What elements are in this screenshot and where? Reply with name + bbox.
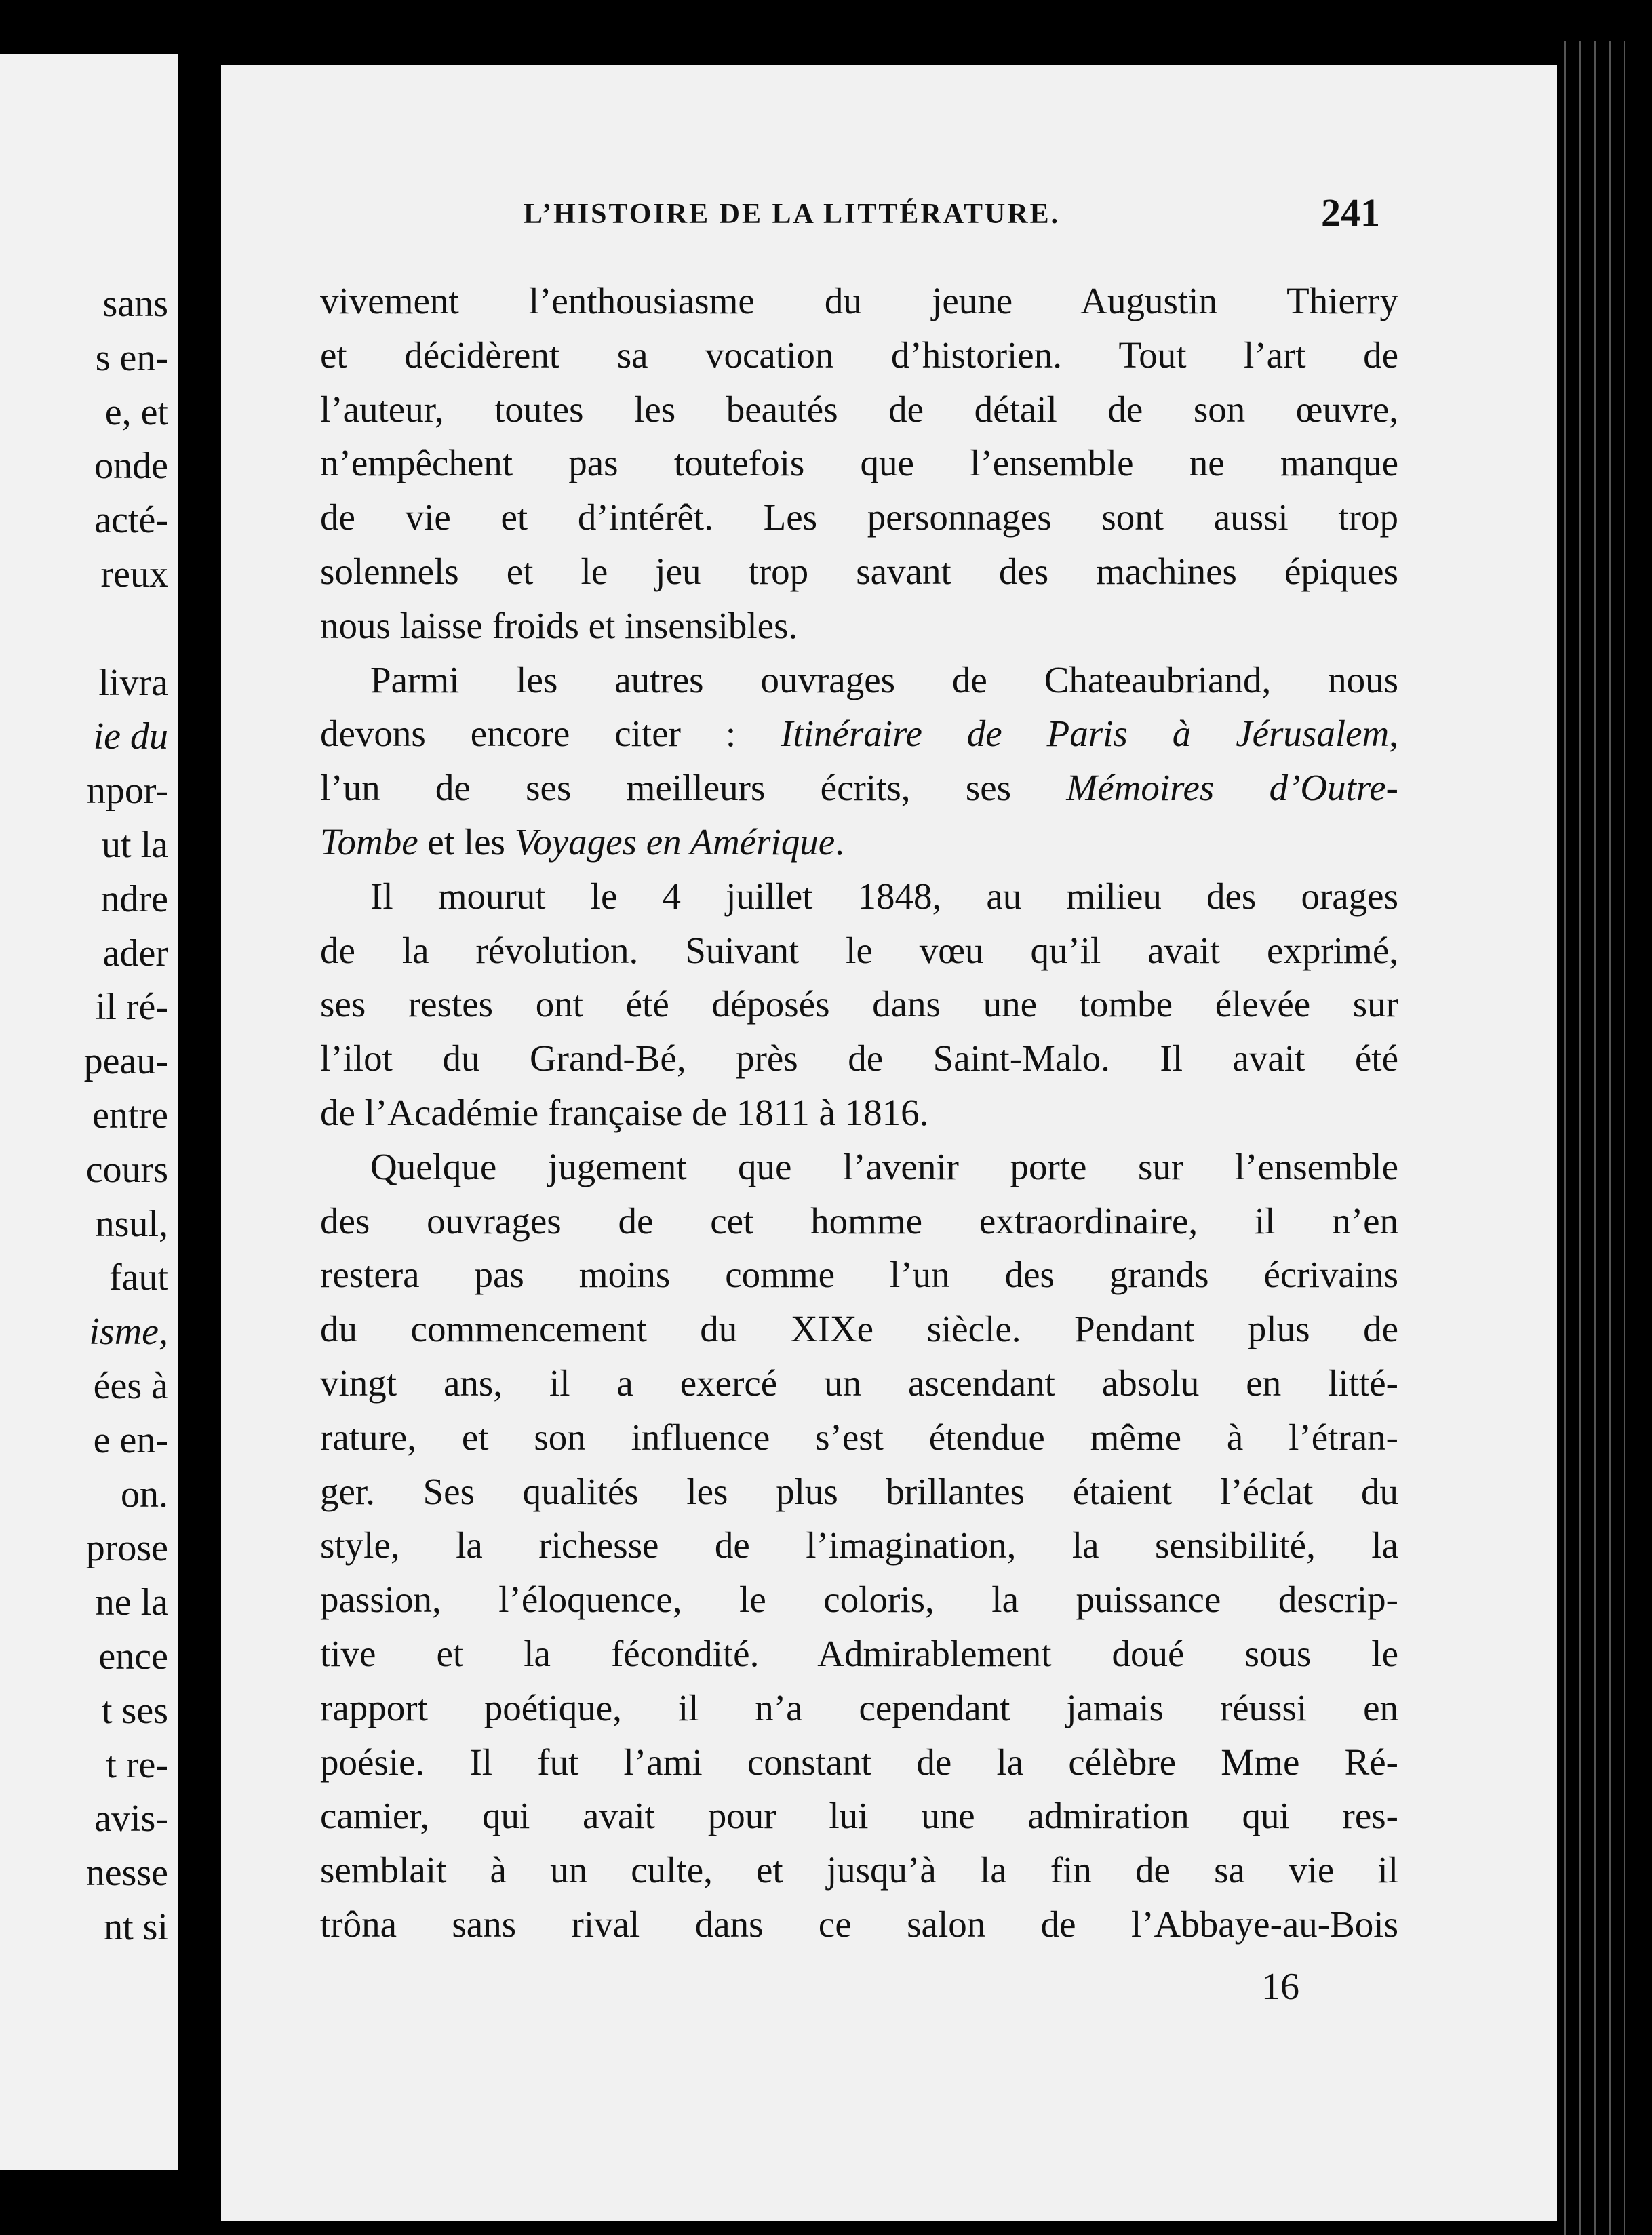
text-line — [320, 599, 1398, 653]
prev-page-line: e en- — [93, 1419, 168, 1461]
text-line — [320, 1573, 1398, 1627]
text-run: du commencement du XIXe siècle. Pendant plus de — [320, 1308, 1398, 1350]
text-run: de vie et d’intérêt. Les personnages sont aussi trop — [320, 496, 1398, 538]
prev-page-line: s en- — [95, 336, 168, 379]
text-line — [320, 1356, 1398, 1410]
text-line — [320, 707, 1398, 761]
text-run: et les — [418, 820, 515, 863]
text-run: l’auteur, toutes les beautés de détail de son œuvre, — [320, 388, 1398, 430]
text-run: tive et la fécondité. Admirablement doué sous le — [320, 1632, 1398, 1674]
text-line — [320, 382, 1398, 437]
text-line — [320, 1140, 1398, 1194]
text-line — [320, 1897, 1398, 1952]
prev-page-line: faut — [109, 1257, 168, 1299]
text-run: rapport poétique, il n’a cependant jamais réussi en — [320, 1686, 1398, 1728]
text-line — [320, 815, 1398, 869]
text-run: Parmi les autres ouvrages de Chateaubriand, nous — [370, 658, 1398, 700]
text-line — [320, 1735, 1398, 1789]
text-run: camier, qui avait pour lui une admiration qui res- — [320, 1795, 1398, 1837]
prev-page-line: il ré- — [95, 986, 168, 1029]
text-line — [320, 1248, 1398, 1302]
prev-page-line: reux — [100, 553, 168, 595]
text-run: vivement l’enthousiasme du jeune Augustin Thierry — [320, 280, 1398, 321]
prev-page-line: e, et — [104, 391, 168, 433]
prev-page-line: nesse — [85, 1852, 168, 1895]
body-text — [320, 274, 1398, 1952]
prev-page-line: livra — [98, 661, 168, 704]
prev-page-line: entre — [92, 1094, 168, 1136]
text-run: trôna sans rival dans ce salon de l’Abbaye-au-Bois — [320, 1903, 1398, 1945]
text-run: rature, et son influence s’est étendue même à l’étran- — [320, 1416, 1398, 1458]
prev-page-line: ence — [98, 1636, 168, 1678]
text-run: passion, l’éloquence, le coloris, la puissance descrip- — [320, 1579, 1398, 1621]
italic-title: Itinéraire de Paris à Jérusalem — [781, 713, 1390, 755]
text-line — [320, 1627, 1398, 1681]
page-number: 241 — [1321, 191, 1380, 235]
prev-page-line: isme, — [89, 1311, 168, 1353]
prev-page-line: peau- — [83, 1040, 168, 1083]
prev-page-line: ader — [102, 932, 168, 974]
text-line — [320, 545, 1398, 599]
signature-mark: 16 — [1261, 1966, 1299, 2008]
prev-page-line: t re- — [106, 1743, 168, 1786]
prev-page-line: ne la — [95, 1581, 168, 1624]
text-run: . — [835, 820, 844, 863]
prev-page-line: prose — [85, 1527, 168, 1570]
text-run: semblait à un culte, et jusqu’à la fin de sa vie il — [320, 1849, 1398, 1891]
prev-page-line: ut la — [102, 824, 168, 866]
text-line — [320, 653, 1398, 707]
text-run: ger. Ses qualités les plus brillantes étaient l’éclat du — [320, 1470, 1398, 1512]
text-run: solennels et le jeu trop savant des machines épiques — [320, 550, 1398, 592]
text-run: de l’Académie française de 1811 à 1816. — [320, 1091, 929, 1133]
prev-page-line: acté- — [94, 499, 168, 542]
text-run: Il mourut le 4 juillet 1848, au milieu des orages — [370, 875, 1398, 917]
text-line — [320, 436, 1398, 490]
text-line — [320, 328, 1398, 382]
prev-page-line: nt si — [104, 1906, 168, 1948]
text-run: Quelque jugement que l’avenir porte sur l’ensemble — [370, 1145, 1398, 1187]
text-run: des ouvrages de cet homme extraordinaire, il n’en — [320, 1200, 1398, 1242]
text-run: vingt ans, il a exercé un ascendant absolu en litté- — [320, 1362, 1398, 1404]
text-line — [320, 274, 1398, 328]
text-line — [320, 1086, 1398, 1140]
text-line — [320, 1031, 1398, 1086]
text-run: ses restes ont été déposés dans une tombe élevée sur — [320, 983, 1398, 1025]
italic-title: Mémoires d’Outre- — [1066, 767, 1399, 809]
text-run: n’empêchent pas toutefois que l’ensemble ne manque — [320, 442, 1398, 484]
text-run: et décidèrent sa vocation d’historien. Tout l’art de — [320, 334, 1398, 376]
previous-page-strip — [0, 54, 178, 2170]
prev-page-line: t ses — [102, 1689, 168, 1732]
text-line — [320, 1681, 1398, 1735]
text-line — [320, 1302, 1398, 1356]
text-run: de la révolution. Suivant le vœu qu’il avait exprimé, — [320, 929, 1398, 971]
text-run: devons encore citer : — [320, 713, 781, 755]
text-line — [320, 1789, 1398, 1843]
text-run: , — [1389, 713, 1398, 755]
text-line — [320, 1518, 1398, 1573]
text-run: l’un de ses meilleurs écrits, ses — [320, 767, 1067, 809]
prev-page-line: cours — [85, 1148, 168, 1191]
prev-page-line: npor- — [86, 770, 168, 812]
text-line — [320, 977, 1398, 1031]
prev-page-line: on. — [121, 1473, 168, 1516]
text-run: l’ilot du Grand-Bé, près de Saint-Malo. Il avait été — [320, 1037, 1398, 1080]
text-run: restera pas moins comme l’un des grands écrivains — [320, 1254, 1398, 1296]
prev-page-line: ie du — [93, 715, 168, 758]
prev-page-line: ées à — [93, 1365, 168, 1407]
text-line — [320, 490, 1398, 545]
prev-page-line: avis- — [94, 1798, 168, 1840]
text-line — [320, 869, 1398, 924]
prev-page-line: sans — [102, 283, 168, 325]
text-line — [320, 1194, 1398, 1248]
italic-title: Voyages en Amérique — [514, 820, 835, 863]
prev-page-line: ndre — [100, 877, 168, 920]
text-line — [320, 1410, 1398, 1465]
text-run: poésie. Il fut l’ami constant de la célèbre Mme Ré- — [320, 1741, 1398, 1783]
running-head: L’HISTOIRE DE LA LITTÉRATURE. — [524, 199, 1061, 230]
text-line — [320, 924, 1398, 978]
text-line — [320, 1843, 1398, 1897]
page-edge-shadow — [1557, 41, 1625, 2235]
text-line — [320, 761, 1398, 815]
text-run: style, la richesse de l’imagination, la sensibilité, la — [320, 1524, 1398, 1566]
prev-page-line: nsul, — [95, 1202, 168, 1245]
text-run: nous laisse froids et insensibles. — [320, 604, 798, 646]
prev-page-line: onde — [94, 445, 168, 488]
text-line — [320, 1465, 1398, 1519]
italic-title: Tombe — [320, 820, 418, 863]
